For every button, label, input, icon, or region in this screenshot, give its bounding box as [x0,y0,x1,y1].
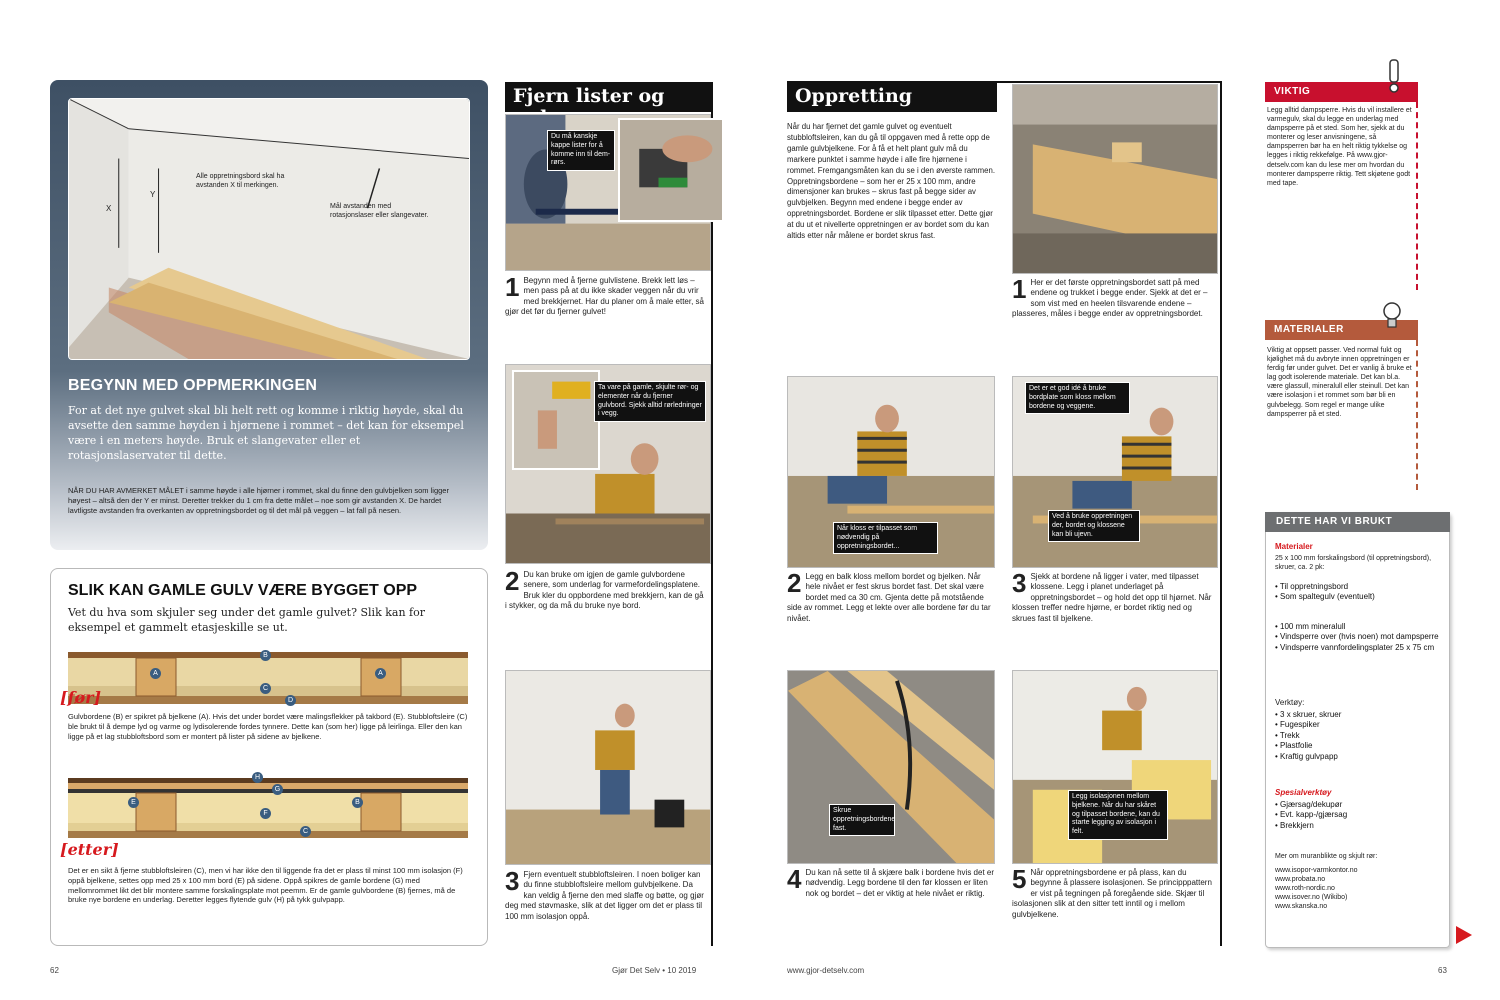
floors-sub: Vet du hva som skjuler seg under det gamle gulvet? Slik kan for eksempel et gammelt etasjeskille se ut. [68,606,425,634]
brukt-verktoy-list [1275,710,1440,762]
remove-step-3-number: 3 [505,866,520,896]
viktig-rule [1416,102,1418,290]
brukt-materialer-intro: 25 x 100 mm forskalingsbord (til oppretningsbord), skruer, ca. 2 pk: [1275,555,1432,572]
photo-remove-3 [505,670,711,865]
marker-before-d: D [285,695,296,706]
opp-heading: Oppretting [787,82,997,112]
link-item[interactable]: www.isopor-varmkontor.no [1275,867,1358,874]
mat-item: • 100 mm mineralull [1275,622,1440,632]
marker-after-g: G [272,784,283,795]
materialer-rule [1416,340,1418,490]
marker-after-h: H [252,772,263,783]
caption-remove-2: Ta vare på gamle, skjulte rør- og elementer når du fjerner gulvbord. Sjekk alltid rørledninger i vegg. [594,381,706,422]
opp-intro: Når du har fjernet det gamle gulvet og eventuelt stubbloftsleiren, kan du gå til oppgaven med å rette opp de gamle gulvbjelkene. For å få et helt plant gulv må du markere punktet i samme høyde i alle fire hjørnene i rommet. Fremgangsmåten kan du se i den øverste rammen. Oppretningsbordene – som her er 25 x 100 mm, andre dimensjoner kan brukes – skrus fast på begge sider av gulvbjelken. Begynn med endene i begge ender av oppretningsbordet. Bordene er slik tilpasset etter. Dette gjør at du ut et nivellerte oppretningen er av bordet som du kan altids etter når målene er bordet skrus fast. [787,122,995,241]
photo-opp-1 [1012,84,1218,274]
marker-after-b: B [352,797,363,808]
remove-step-3-text: Fjern eventuelt stubbloftsleiren. I noen boliger kan du finne stubbloftsleire mellom gulvbjelkene. Da kan veldig å fjerne den med slaffe og bøtte, og gjør deg med støvmaske, slik at det ligger om det er plass til 100 mm isolasjon oppå. [505,870,704,921]
verktoy-item: • Plastfolie [1275,741,1440,751]
opp-step-3-number: 3 [1012,568,1027,598]
marker-before-b: B [260,650,271,661]
spesial-item: • Brekkjern [1275,821,1440,831]
before-tag: [før] [60,688,102,707]
brukt-verktoy-label: Verktøy: [1275,698,1305,707]
footer-page-right: 63 [1438,966,1447,975]
diagram-label-1: Alle oppretningsbord skal ha avstanden X til merkingen. [196,173,285,190]
brukt-tag: DETTE HAR VI BRUKT [1276,516,1393,527]
diagram-x: X [106,204,112,213]
caption-opp-c: Ved å bruke oppretningen der, bordet og klossene kan bli ujevn. [1048,510,1140,542]
caption-opp-b: Det er et god idé å bruke bordplate som kloss mellom bordene og veggene. [1025,382,1130,414]
remove-heading: Fjern lister og [505,82,713,112]
viktig-body: Legg alltid dampsperre. Hvis du vil installere et varmegulv, skal du legge en underlag med dampsperre på et sted. Som her, sjekk at du monterer og leser anvisningene, så dampsperren bør ha en helt riktig tykkelse og legges i riktig rekkefølge. På www.gjor-detselv.com kan du lese mer om hvordan du monterer dampsperre riktig. Tett skjøtene godt med tape. [1267,107,1412,187]
opp-step-3-text: Sjekk at bordene nå ligger i vater, med tilpasset klossene. Legg i planet underlaget på oppretningsbordet – og hold det opp til hjørnet. Når klossen treffer nedre hjørne, er bordet riktig ned og skrues fast til bjelkene. [1012,572,1212,623]
marker-after-f: F [260,808,271,819]
opp-step-5-text: Når oppretningsbordene er på plass, kan du begynne å plassere isolasjonen. Se principppattern er vist på tegningen på foregående side. Skjær til isolasjonen slik at den sitter tett inntil og i mellom gulvbjelkene. [1012,868,1212,919]
opp-step-5 [1012,864,1216,920]
brukt-links [1275,866,1440,911]
footer-url: www.gjor-detselv.com [787,966,865,975]
brukt-links-label: Mer om muranblikte og skjult rør: [1275,853,1378,860]
opp-step-2-text: Legg en balk kloss mellom bordet og bjelken. Når hele nivået er fest skrus bordet fast. Det skal være bordet med ca 30 cm. Gjenta dette på motstående side av rommet. Legg et lekte over alle bordene før du tar nivået. [787,572,991,623]
before-text: Gulvbordene (B) er spikret på bjelkene (A). Hvis det under bordet være malingsflekker på takbord (E). Stubbloftsleire (C) ble brukt til å dempe lyd og varme og lydisolerende fordes tynnere. Dette kan (som her) ligge på leirlinga. Eller den kan ligge på et lag stubbloftsbord som er montert på lister på sidene av bjelkene. [68,712,468,741]
exclamation-icon [1384,58,1404,94]
opp-step-1-number: 1 [1012,274,1027,304]
marker-before-a2: A [375,668,386,679]
remove-step-1-number: 1 [505,272,520,302]
verktoy-item: • Trekk [1275,731,1440,741]
remove-step-1-text: Begynn med å fjerne gulvlistene. Brekk lett løs – men pass på at du ikke skader veggen når du vrir med brekkjernet. Har du planer om å male etter, så gjør det før du fjerner gulvet! [505,276,704,317]
mat-item: • Som spaltegulv (eventuelt) [1275,592,1440,602]
brukt-spesial-label: Spesialverktøy [1275,788,1332,797]
remove-step-3 [505,866,707,922]
link-item[interactable]: www.probata.no [1275,876,1326,884]
opp-step-3 [1012,568,1216,624]
footer-page-left: 62 [50,966,59,975]
marker-after-c: C [300,826,311,837]
caption-opp-e: Legg isolasjonen mellom bjelkene. Når du har skåret og tilpasset bordene, kan du starte legging av isolasjon i felt. [1068,790,1168,840]
viktig-tag: VIKTIG [1274,86,1311,97]
mat-item: • Til oppretningsbord [1275,582,1440,592]
after-text: Det er en sikt å fjerne stubbloftsleiren (C), men vi har ikke den til liggende fra det er plass til minst 100 mm isolasjon (F) oppå bjelkene, settes opp med 25 x 100 mm bord (E) på sidene. Oppå spikres de gamle bordene (G) med mellomrommet likt det blir montere samme forskalingsplate mot peemm. Er de gamle gulvbordene (B) fjernes, må de bruke nye bordene en underlag. Deretter legges flytende gulv (H) på tykk gulvpapp. [68,866,463,905]
brukt-spesial-list [1275,800,1440,831]
remove-step-2-number: 2 [505,566,520,596]
verktoy-item: • Kraftig gulvpapp [1275,752,1440,762]
remove-step-1 [505,272,707,318]
mat-item: • Vindsperre vannfordelingsplater 25 x 75 cm [1275,643,1440,653]
opp-step-4 [787,864,995,899]
opp-step-1-text: Her er det første oppretningsbordet satt på med endene og trukket i begge ender. Sjekk at det er – som vist med en heelen tilsvarende endene – plasseres, måles i begge ender av oppretningsbordet. [1012,278,1208,319]
marker-before-a1: A [150,668,161,679]
caption-remove-1: Du må kanskje kappe lister for å komme inn til dem-rørs. [547,130,615,171]
floors-heading: SLIK KAN GAMLE GULV VÆRE BYGGET OPP [68,582,418,599]
opp-step-1 [1012,274,1214,320]
brukt-materialer-label: Materialer [1275,542,1313,551]
spesial-item: • Gjærsag/dekupør [1275,800,1440,810]
link-item[interactable]: www.roth-nordic.no [1275,885,1335,893]
opp-step-5-number: 5 [1012,864,1027,894]
verktoy-item: • 3 x skruer, skruer [1275,710,1440,720]
opp-step-4-number: 4 [787,864,802,894]
opp-column-rule [1220,82,1222,946]
intro-fine: NÅR DU HAR AVMERKET MÅLET i samme høyde i alle hjørner i rommet, skal du finne den gulvbjelken som ligger høyest – altså den der Y er minst. Deretter trekker du 1 cm fra dette målet – noe som gir avstanden X. De hardet lavtligste avstanden fra overkanten av oppretningsbordet og til det mål på veggen – lat fall på nesen. [68,486,449,515]
bulb-icon [1380,300,1404,332]
marker-before-c: C [260,683,271,694]
remove-step-2-text: Du kan bruke om igjen de gamle gulvbordene senere, som underlag for varmefordelingsplatene. Bruk kler du oppbordene med brekkjern, kan de gå i stykker, og da må du bruke nye bord. [505,570,704,611]
spesial-item: • Evt. kapp-/gjærsag [1275,810,1440,820]
brukt-materialer-list [1275,582,1440,603]
caption-opp-d: Skrue oppretningsbordene fast. [829,804,895,836]
verktoy-item: • Fugespiker [1275,720,1440,730]
after-tag: [etter] [60,840,119,859]
next-page-arrow-icon [1456,926,1472,944]
opp-step-4-text: Du kan nå sette til å skjære balk i bordene hvis det er nødvendig. Legg bordene til den før klossen er liten nok og bordet – det er viktig at hele nivået er riktig. [805,868,995,898]
brukt-materialer-list-2 [1275,622,1440,653]
opp-step-2-number: 2 [787,568,802,598]
link-item[interactable]: www.skanska.no [1275,903,1328,911]
photo-remove-2-inset [512,370,600,470]
remove-step-2 [505,566,707,612]
caption-opp-a: Når kloss er tilpasset som nødvendig på oppretningsbordet... [833,522,938,554]
diagram-y: Y [150,190,156,199]
opp-step-2 [787,568,995,624]
mat-item: • Vindsperre over (hvis noen) mot dampsperre [1275,632,1440,642]
intro-heading: BEGYNN MED OPPMERKINGEN [68,377,318,394]
footer-magazine: Gjør Det Selv • 10 2019 [612,966,697,975]
materialer-tag: MATERIALER [1274,324,1344,335]
marker-after-e: E [128,797,139,808]
photo-remove-1-inset [618,118,724,222]
intro-body: For at det nye gulvet skal bli helt rett og komme i riktig høyde, skal du avsette den samme høyden i hjørnene i rommet – det kan for eksempel være i en meters høyde. Bruk et slangevater eller et rotasjonslaservater til dette. [68,404,464,462]
link-item[interactable]: www.isover.no (Wikibo) [1275,894,1348,902]
intro-diagram [68,98,470,360]
materialer-body: Viktig at oppsett passer. Ved normal fukt og kjølighet må du avbryte innen oppretningen er ferdig før under gulvet. Det er vanlig å bruke et lag godt isolerende materiale. Det kan bl.a. være glassull, mineralull eller steinull. Det kan være isolasjon i et rommet som bør bli en gulvbelegg. Som regel er mange ulike dampsperrer på et sted. [1267,347,1412,418]
diagram-label-2: Mål avstanden med rotasjonslaser eller slangevater. [330,203,429,220]
opp-top-rule [787,81,1222,83]
